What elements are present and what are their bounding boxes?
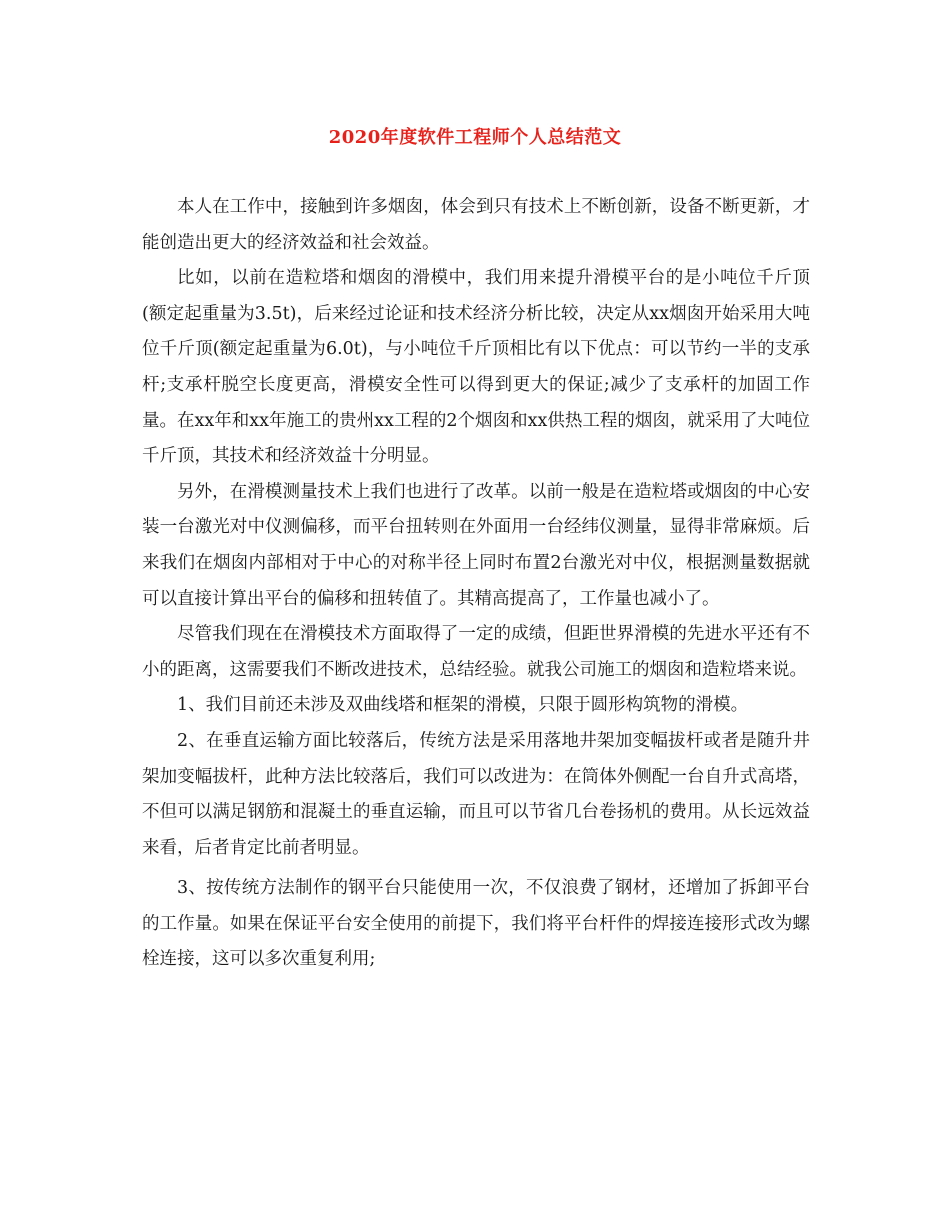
paragraph-intro: 本人在工作中，接触到许多烟囱，体会到只有技术上不断创新，设备不断更新，才能创造出更大的经济效益和社会效益。 <box>142 197 810 253</box>
document-title: 2020年度软件工程师个人总结范文 <box>328 127 622 148</box>
list-item-1: 1、我们目前还未涉及双曲线塔和框架的滑模，只限于圆形构筑物的滑模。 <box>177 695 749 716</box>
paragraph-gap: 尽管我们现在在滑模技术方面取得了一定的成绩，但距世界滑模的先进水平还有不小的距离，这需要我们不断改进技术，总结经验。就我公司施工的烟囱和造粒塔来说。 <box>142 624 810 680</box>
paragraph-measurement: 另外，在滑模测量技术上我们也进行了改革。以前一般是在造粒塔或烟囱的中心安装一台激光对中仪测偏移，而平台扭转则在外面用一台经纬仪测量，显得非常麻烦。后来我们在烟囱内部相对于中心的对称半径上同时布置2台激光对中仪，根据测量数据就可以直接计算出平台的偏移和扭转值了。其精高提高了，工作量也减小了。 <box>142 481 810 609</box>
paragraph-jack-upgrade: 比如，以前在造粒塔和烟囱的滑模中，我们用来提升滑模平台的是小吨位千斤顶(额定起重量为3.5t)，后来经过论证和技术经济分析比较，决定从xx烟囱开始采用大吨位千斤顶(额定起重量为6.0t)，与小吨位千斤顶相比有以下优点：可以节约一半的支承杆;支承杆脱空长度更高，滑模安全性可以得到更大的保证;减少了支承杆的加固工作量。在xx年和xx年施工的贵州xx工程的2个烟囱和xx供热工程的烟囱，就采用了大吨位千斤顶，其技术和经济效益十分明显。 <box>142 268 810 467</box>
list-item-2: 2、在垂直运输方面比较落后，传统方法是采用落地井架加变幅拔杆或者是随升井架加变幅拔杆，此种方法比较落后，我们可以改进为：在筒体外侧配一台自升式高塔，不但可以满足钢筋和混凝土的垂直运输，而且可以节省几台卷扬机的费用。从长远效益来看，后者肯定比前者明显。 <box>142 730 810 858</box>
list-item-3: 3、按传统方法制作的钢平台只能使用一次，不仅浪费了钢材，还增加了拆卸平台的工作量。如果在保证平台安全使用的前提下，我们将平台杆件的焊接连接形式改为螺栓连接，这可以多次重复利用; <box>142 878 810 970</box>
document-body <box>142 190 810 978</box>
